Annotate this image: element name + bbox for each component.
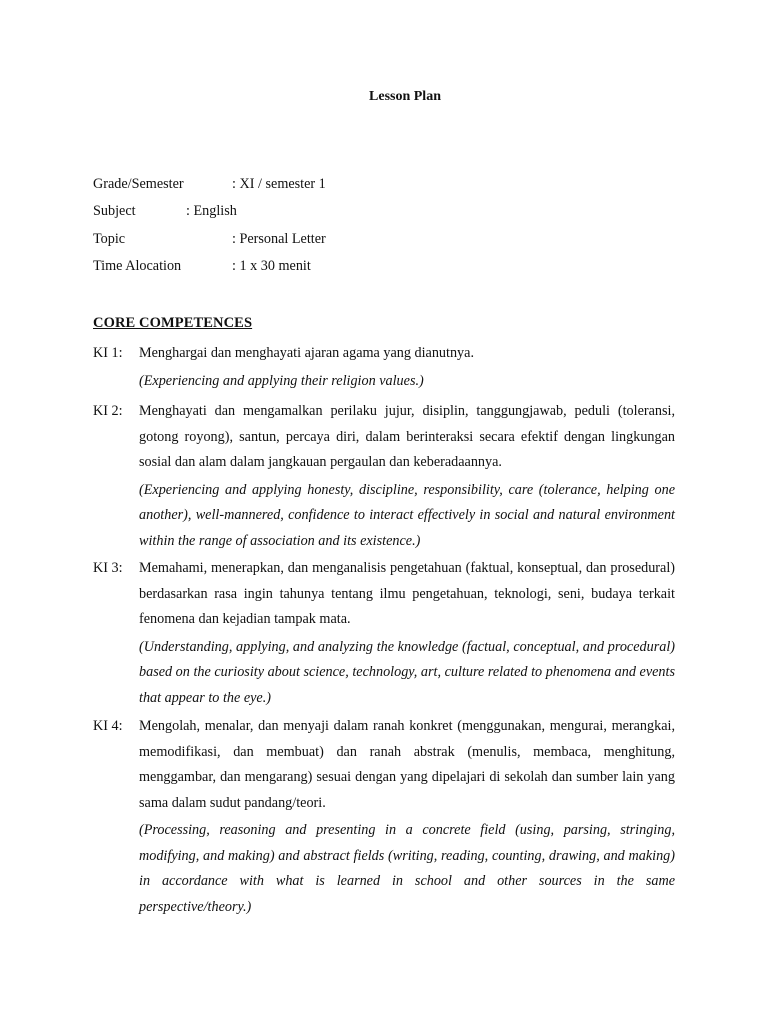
ki-english-text: (Understanding, applying, and analyzing the knowledge (factual, conceptual, and procedural) based on the curiosity about science, technology, art, culture related to phenomena and events that appear to the eye.) [139, 638, 675, 706]
core-competences-heading: CORE COMPETENCES [93, 315, 253, 331]
ki-english-text: (Experiencing and applying honesty, discipline, responsibility, care (tolerance, helping one another), well-mannered, confidence to interact effectively in social and natural environment within the range of association and its existence.) [139, 481, 675, 549]
ki-label: KI 4: [93, 718, 123, 734]
ki-body [139, 556, 675, 711]
ki-indonesian-text: Menghargai dan menghayati ajaran agama yang dianutnya. [139, 345, 474, 361]
ki-indonesian-text: Memahami, menerapkan, dan menganalisis pengetahuan (faktual, konseptual, dan prosedural) berdasarkan rasa ingin tahunya tentang ilmu pengetahuan, teknologi, seni, budaya terkait fenomena dan kejadian tampak mata. [139, 560, 675, 627]
document-title: Lesson Plan [369, 89, 441, 104]
meta-subject-label: Subject [93, 203, 136, 219]
ki-body [139, 399, 675, 554]
meta-topic-value: : Personal Letter [232, 231, 326, 247]
ki-label: KI 2: [93, 403, 123, 419]
ki-english-text: (Processing, reasoning and presenting in a concrete field (using, parsing, stringing, modifying, and making) and abstract fields (writing, reading, counting, drawing, and making) in accordance with what is learned in school and other sources in the same perspective/theory.) [139, 822, 675, 915]
meta-time-label: Time Alocation [93, 258, 182, 274]
ki-indonesian-text: Mengolah, menalar, dan menyaji dalam ranah konkret (menggunakan, mengurai, merangkai, memodifikasi, dan membuat) dan ranah abstrak (menulis, membaca, menghitung, menggambar, dan mengarang) sesuai dengan yang dipelajari di sekolah dan sumber lain yang sama dalam sudut pandang/teori. [139, 718, 675, 811]
ki-body [139, 341, 675, 394]
meta-time-value: : 1 x 30 menit [232, 258, 311, 274]
meta-topic-label: Topic [93, 231, 126, 247]
ki-english-text: (Experiencing and applying their religion values.) [139, 372, 424, 389]
ki-label: KI 3: [93, 560, 123, 576]
meta-subject-value: : English [186, 203, 237, 219]
meta-grade-value: : XI / semester 1 [232, 176, 326, 192]
ki-body [139, 714, 675, 920]
ki-label: KI 1: [93, 345, 123, 361]
ki-indonesian-text: Menghayati dan mengamalkan perilaku jujur, disiplin, tanggungjawab, peduli (toleransi, gotong royong), santun, percaya diri, dalam berinteraksi secara efektif dengan lingkungan sosial dan alam dalam jangkauan pergaulan dan keberadaannya. [139, 403, 675, 470]
meta-grade-label: Grade/Semester [93, 176, 184, 192]
